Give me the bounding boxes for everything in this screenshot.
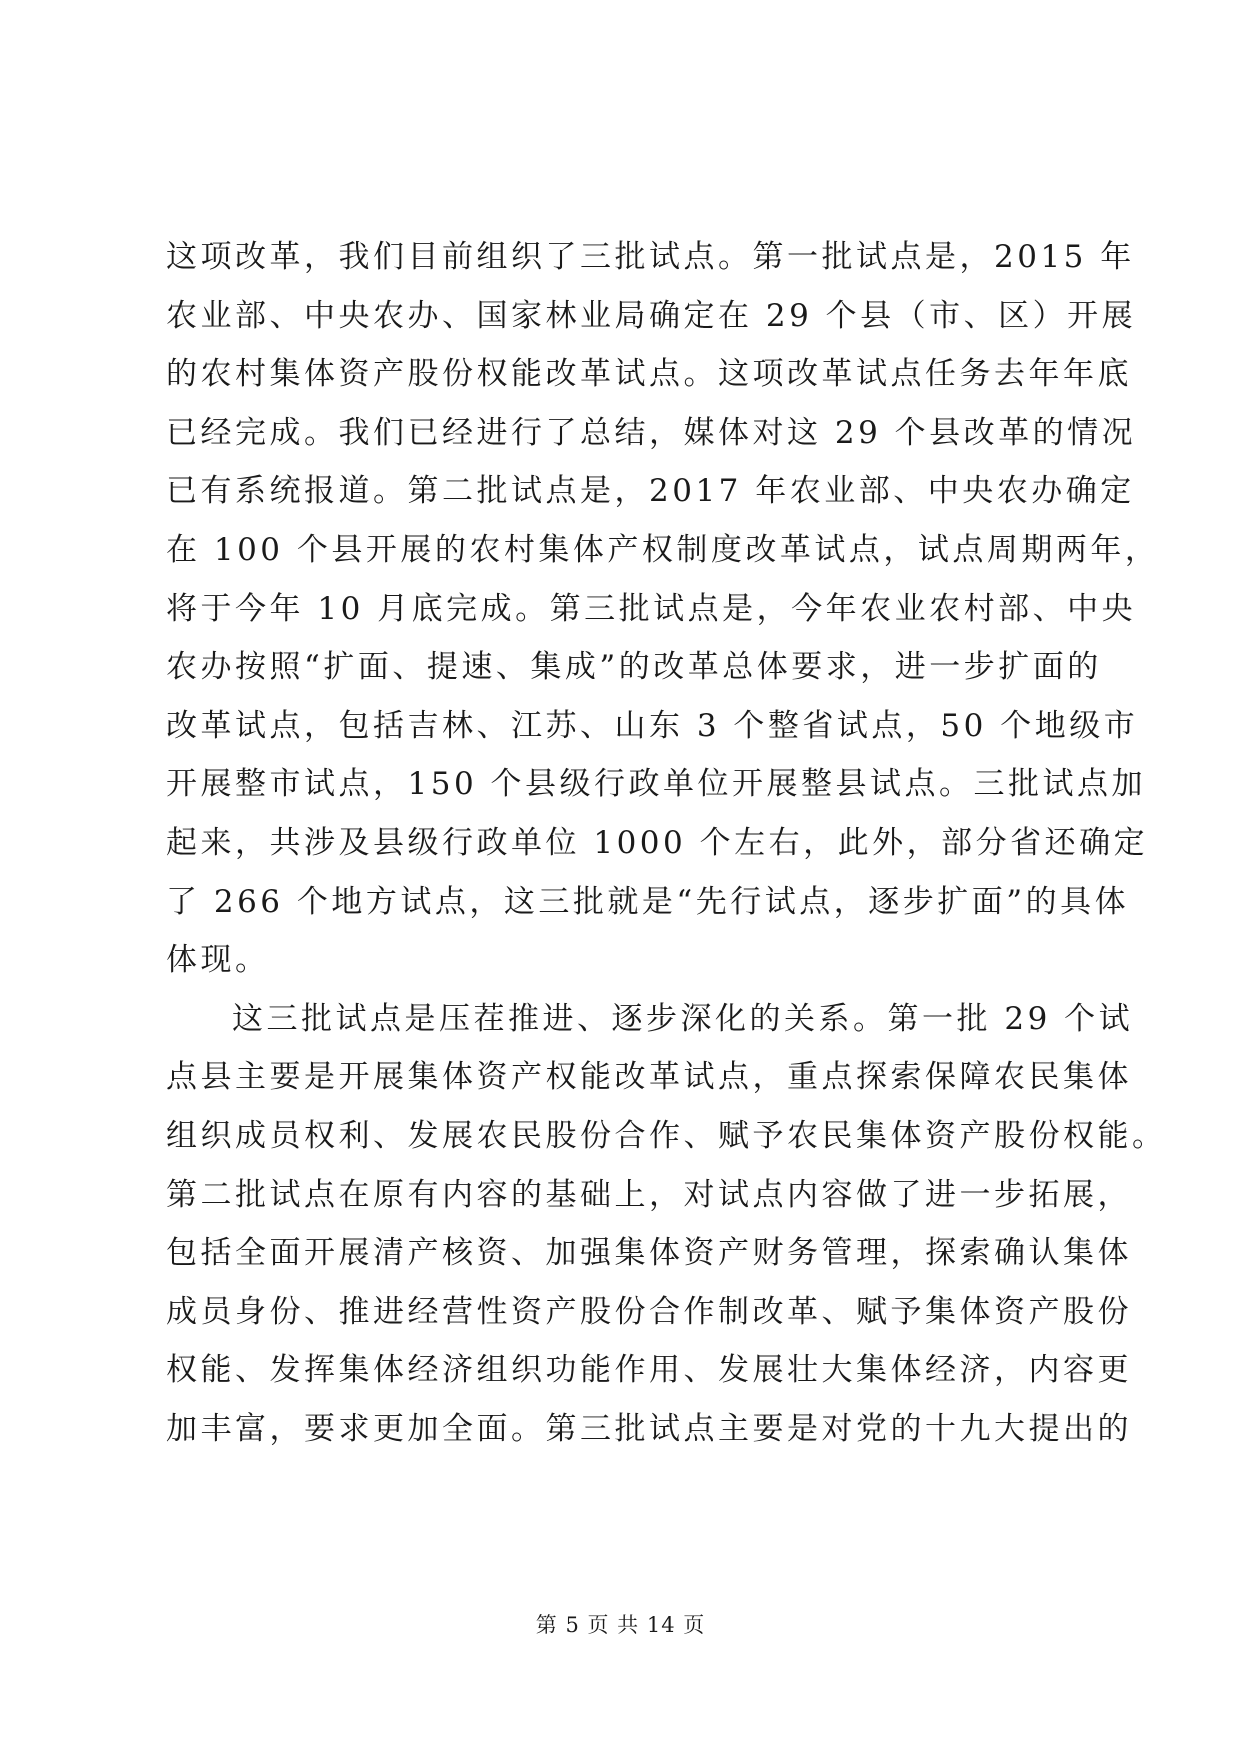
text-line: 在 100 个县开展的农村集体产权制度改革试点，试点周期两年， (166, 531, 1160, 568)
body-text (166, 228, 1167, 1458)
text-line: 点县主要是开展集体资产权能改革试点，重点探索保障农民集体 (166, 1059, 1132, 1096)
paragraph-1 (166, 228, 1160, 990)
page-number-footer: 第 5 页 共 14 页 (535, 1613, 706, 1637)
text-line: 体现。 (166, 942, 270, 979)
text-line: 权能、发挥集体经济组织功能作用、发展壮大集体经济，内容更 (166, 1352, 1132, 1389)
text-line: 了 266 个地方试点，这三批就是“先行试点，逐步扩面”的具体 (166, 883, 1130, 920)
text-line: 包括全面开展清产核资、加强集体资产财务管理，探索确认集体 (166, 1235, 1132, 1272)
text-line: 开展整市试点，150 个县级行政单位开展整县试点。三批试点加 (166, 766, 1147, 803)
text-line: 组织成员权利、发展农民股份合作、赋予农民集体资产股份权能。 (166, 1117, 1167, 1154)
text-line: 农办按照“扩面、提速、集成”的改革总体要求，进一步扩面的 (166, 649, 1102, 686)
text-line: 起来，共涉及县级行政单位 1000 个左右，此外，部分省还确定 (166, 824, 1149, 861)
text-line: 将于今年 10 月底完成。第三批试点是，今年农业农村部、中央 (166, 590, 1137, 627)
text-line: 的农村集体资产股份权能改革试点。这项改革试点任务去年年底 (166, 356, 1132, 393)
text-line: 已有系统报道。第二批试点是，2017 年农业部、中央农办确定 (166, 473, 1135, 510)
text-line: 这项改革，我们目前组织了三批试点。第一批试点是，2015 年 (166, 239, 1135, 275)
paragraph-2 (166, 990, 1167, 1459)
text-line: 成员身份、推进经营性资产股份合作制改革、赋予集体资产股份 (166, 1293, 1132, 1330)
text-line: 已经完成。我们已经进行了总结，媒体对这 29 个县改革的情况 (166, 414, 1137, 451)
text-line: 农业部、中央农办、国家林业局确定在 29 个县（市、区）开展 (166, 297, 1137, 334)
text-line: 这三批试点是压茬推进、逐步深化的关系。第一批 29 个试 (232, 1000, 1134, 1037)
text-line: 改革试点，包括吉林、江苏、山东 3 个整省试点，50 个地级市 (166, 707, 1139, 744)
text-line: 第二批试点在原有内容的基础上，对试点内容做了进一步拓展， (166, 1176, 1132, 1213)
text-line: 加丰富，要求更加全面。第三批试点主要是对党的十九大提出的 (166, 1410, 1132, 1447)
